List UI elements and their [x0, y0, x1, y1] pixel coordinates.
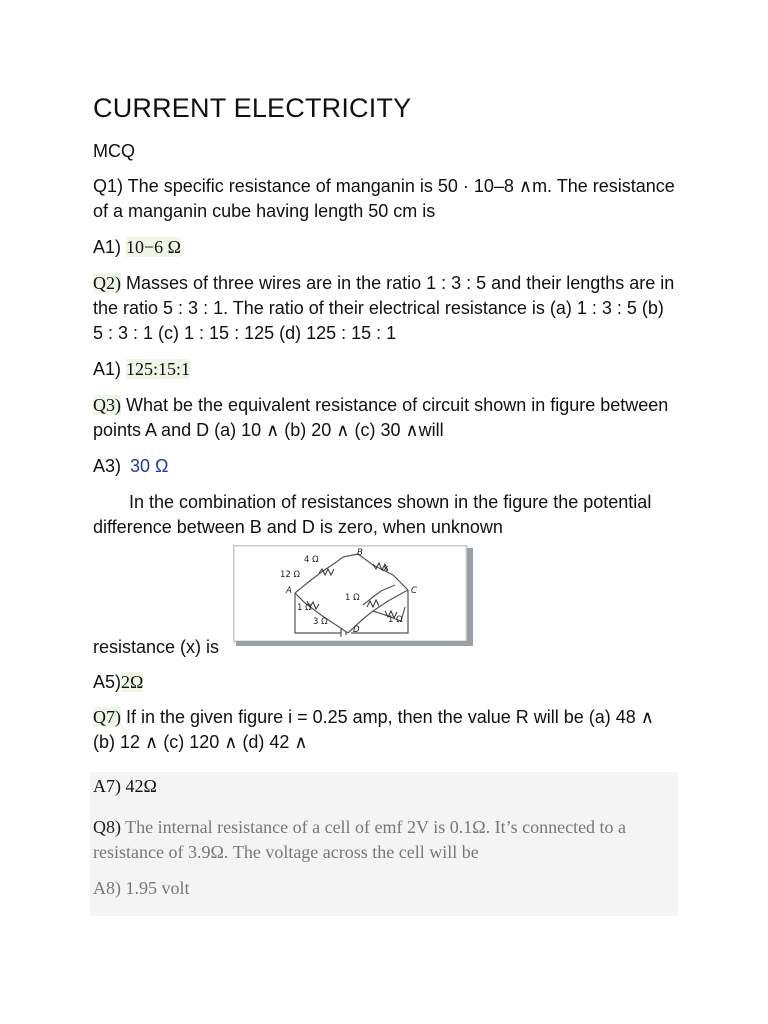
- answer-8: A8) 1.95 volt: [93, 878, 190, 898]
- label-3-ohm: 3 Ω: [313, 617, 328, 627]
- document-title: CURRENT ELECTRICITY: [93, 93, 412, 123]
- label-12-ohm: 12 Ω: [280, 570, 301, 580]
- label-a: A: [286, 586, 292, 596]
- label-1-ohm-right: 1 Ω: [388, 615, 403, 625]
- question-1: Q1) The specific resistance of manganin is 50 · 10–8 ∧m. The resistance of a manganin cube having length 50 cm is: [93, 176, 675, 221]
- answer-1-value: 10−6 Ω: [126, 237, 182, 257]
- answer-7: A7) 42Ω: [93, 776, 157, 796]
- question-7: [93, 705, 678, 755]
- answer-2-value: 125:15:1: [126, 359, 191, 379]
- circuit-figure: [233, 545, 473, 646]
- question-2: [93, 271, 678, 346]
- answer-5: [93, 670, 678, 695]
- question-3-label: Q3): [93, 395, 121, 415]
- question-8-label: Q8): [93, 817, 121, 837]
- question-4-tail: resistance (x) is: [93, 637, 220, 657]
- label-1-ohm-left: 1 Ω: [297, 603, 312, 613]
- question-7-label: Q7): [93, 707, 121, 727]
- question-7-text: If in the given figure i = 0.25 amp, then the value R will be (a) 48 ∧ (b) 12 ∧ (c) 120 ∧ (d) 42 ∧: [93, 707, 654, 752]
- section-label: MCQ: [93, 141, 135, 161]
- label-b: B: [357, 548, 363, 558]
- answer-5-prefix: A5): [93, 672, 122, 692]
- answer-3-value: 30 Ω: [130, 456, 169, 476]
- question-4: In the combination of resistances shown in the figure the potential difference between B and D is zero, when unknown: [93, 492, 652, 537]
- question-2-label: Q2): [93, 273, 121, 293]
- label-x: x: [383, 564, 389, 574]
- question-3: [93, 393, 678, 443]
- question-3-text: What be the equivalent resistance of circuit shown in figure between points A and D (a) 10 ∧ (b) 20 ∧ (c) 30 ∧will: [93, 395, 669, 440]
- label-d: D: [353, 625, 360, 635]
- question-8-text: The internal resistance of a cell of emf 2V is 0.1Ω. It’s connected to a resistance of 3.9Ω. The voltage across the cell will be: [93, 817, 627, 862]
- circuit-diagram: [233, 545, 473, 646]
- answer-1: [93, 235, 678, 260]
- answer-2: [93, 357, 678, 382]
- label-c: C: [411, 586, 417, 596]
- answer-3-prefix: A3): [93, 456, 122, 476]
- label-4-ohm: 4 Ω: [304, 555, 319, 565]
- question-8: [93, 815, 678, 865]
- answer-3: [93, 454, 678, 479]
- question-2-text: Masses of three wires are in the ratio 1 : 3 : 5 and their lengths are in the ratio 5 : 3 : 1. The ratio of their electrical resistance is (a) 1 : 3 : 5 (b) 5 : 3 : 1 (c) 1 : 15 : 125 (d) 125 : 15 : 1: [93, 273, 675, 343]
- answer-5-value: 2Ω: [121, 672, 144, 692]
- answer-1-prefix: A1): [93, 237, 122, 257]
- answer-2-prefix: A1): [93, 359, 122, 379]
- label-1-ohm-mid: 1 Ω: [345, 593, 360, 603]
